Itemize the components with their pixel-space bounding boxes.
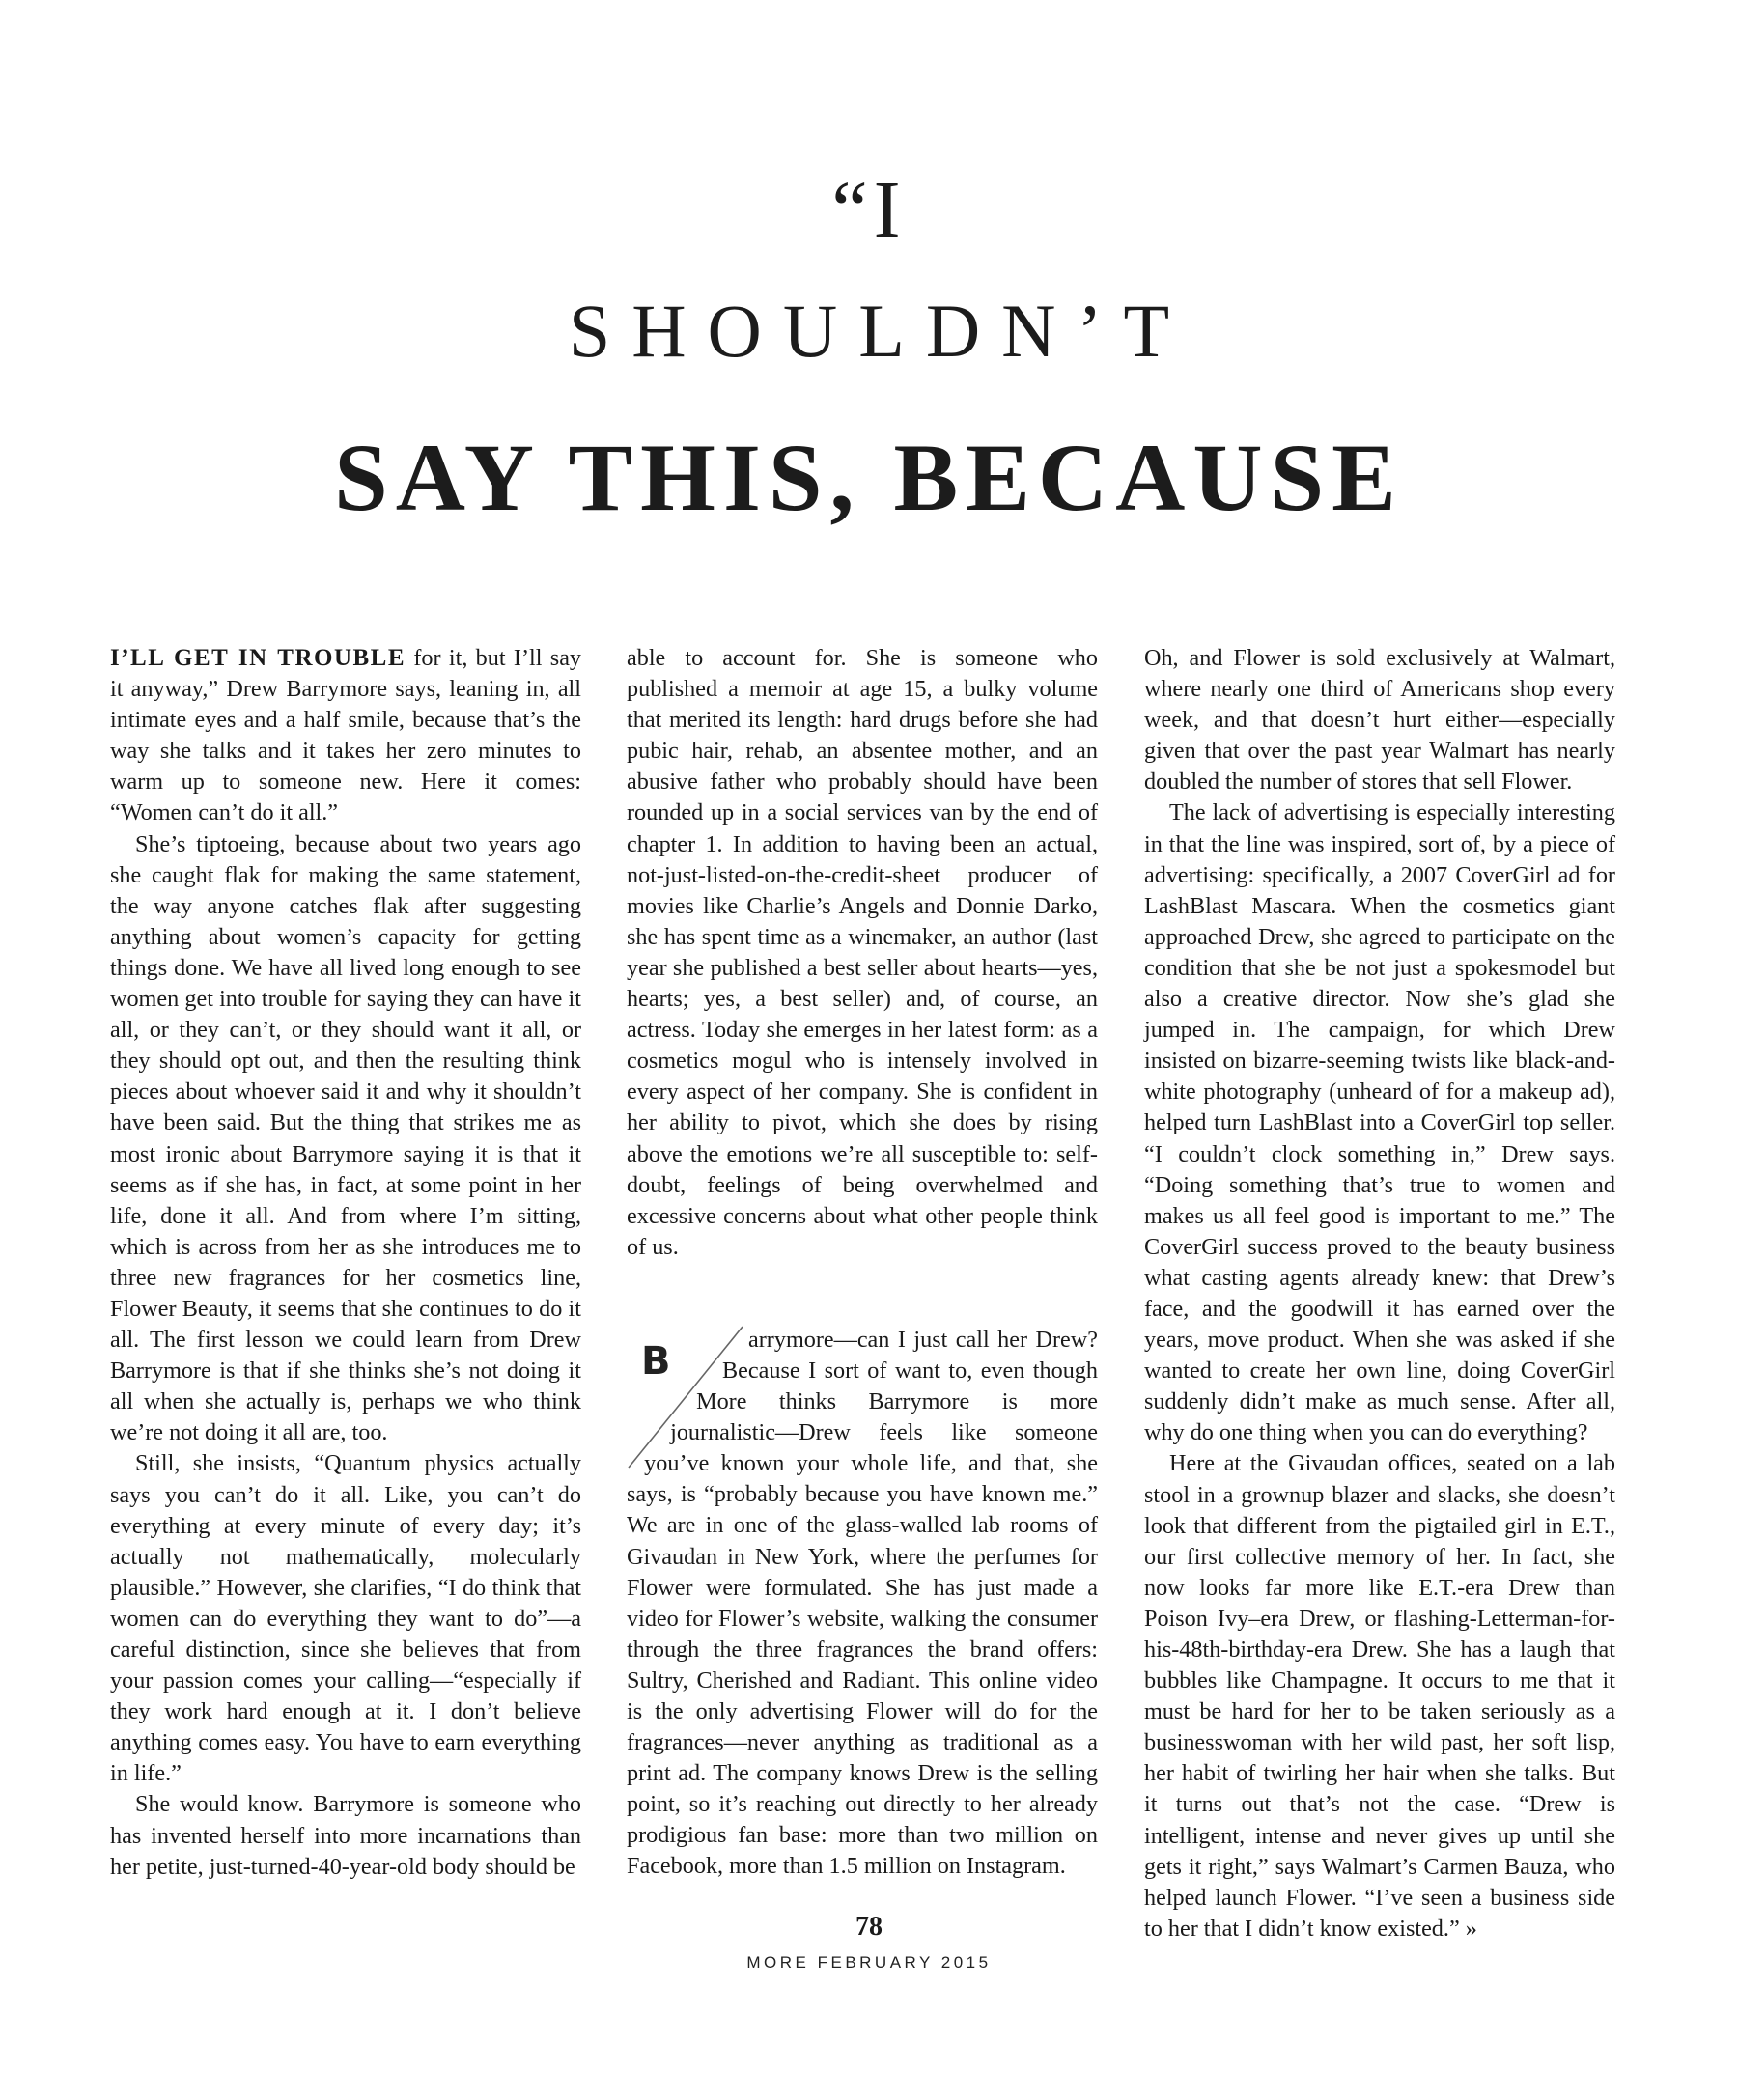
paragraph-7: Here at the Givaudan offices, seated on a lab stool in a grownup blazer and slacks, she doesn’t look that different from the pigtailed girl in E.T., our first collective memory of her. In fact, she now looks far more like E.T.-era Drew than Poison Ivy–era Drew, or flashing-Letterman-for-his-48th-birthday-era Drew. She has a laugh that bubbles like Champagne. It occurs to me that it must be hard for her to be taken seriously as a businesswoman with her wild past, her soft lisp, her habit of twirling her hair when she talks. But it turns out that’s not the case. “Drew is intelligent, intense and never gives up until she gets it right,” says Walmart’s Carmen Bauza, who helped launch Flower. “I’ve seen a business side to her that I didn’t know existed.” » xyxy=(1144,1450,1615,1942)
article-column-2 xyxy=(627,643,1098,1883)
article-column-3 xyxy=(1144,643,1615,1945)
section-break xyxy=(627,1263,1098,1325)
paragraph-lead xyxy=(110,643,581,829)
magazine-issue-line: MORE FEBRUARY 2015 xyxy=(746,1953,992,1972)
paragraph-2: She’s tiptoeing, because about two years ago she caught flak for making the same statement, the way anyone catches flak after suggesting anything about women’s capacity for getting things done. We have all lived long enough to see women get into trouble for saying they can have it all, or they can’t, or they should want it all, or they should opt out, and then the resulting think pieces about whoever said it and why it shouldn’t have been said. But the thing that strikes me as most ironic about Barrymore saying it is that it seems as if she has, in fact, at some point in her life, done it all. And from where I’m sitting, which is across from her as she introduces me to three new fragrances for her cosmetics line, Flower Beauty, it seems that she continues to do it all. The first lesson we could learn from Drew Barrymore is that if she thinks she’s not doing it all when she actually is, perhaps we who think we’re not doing it all are, too. xyxy=(110,830,581,1446)
drop-cap xyxy=(627,1325,746,1470)
headline-line-3: SAY THIS, BECAUSE xyxy=(334,424,1404,531)
drop-cap-paragraph xyxy=(627,1325,1098,1883)
paragraph-3: Still, she insists, “Quantum physics actually says you can’t do it all. Like, you can’t do everything at every minute of every day; it’s actually not mathematically, molecularly plausible.” However, she clarifies, “I do think that women can do everything they want to do”—a careful distinction, since she believes that from your passion comes your calling—“especially if they work hard enough at it. I don’t believe anything comes easy. You have to earn everything in life.” xyxy=(110,1450,581,1787)
headline-line-1: “I xyxy=(831,165,907,255)
paragraph-5: arrymore—can I just call her Drew? Because I sort of want to, even though More thinks Barrymore is more journalistic—Drew feels like someone you’ve known your whole life, and that, she says, is “probably because you have known me.” We are in one of the glass-walled lab rooms of Givaudan in New York, where the perfumes for Flower were formulated. She has just made a video for Flower’s website, walking the consumer through the three fragrances the brand offers: Sultry, Cherished and Radiant. This online video is the only advertising Flower will do for the fragrances—never anything as traditional as a print ad. The company knows Drew is the selling point, so it’s reaching out directly to her already prodigious fan base: more than two million on Facebook, more than 1.5 million on Instagram. xyxy=(627,1326,1098,1880)
paragraph-1-text: for it, but I’ll say it anyway,” Drew Barrymore says, leaning in, all intimate eyes and a half smile, because that’s the way she talks and it takes her zero minutes to warm up to someone new. Here it comes: “Women can’t do it all.” xyxy=(110,645,582,826)
article-column-1 xyxy=(110,643,581,1883)
headline-line-2: SHOULDN’T xyxy=(568,289,1191,373)
page-number: 78 xyxy=(855,1912,883,1942)
paragraph-6: The lack of advertising is especially interesting in that the line was inspired, sort of, by a piece of advertising: specifically, a 2007 CoverGirl ad for LashBlast Mascara. When the cosmetics giant approached Drew, she agreed to participate on the condition that she be not just a spokesmodel but also a creative director. Now she’s glad she jumped in. The campaign, for which Drew insisted on bizarre-seeming twists like black-and-white photography (unheard of for a makeup ad), helped turn LashBlast into a CoverGirl top seller. “I couldn’t clock something in,” Drew says. “Doing something that’s true to women and makes us all feel good is important to me.” The CoverGirl success proved to the beauty business what casting agents already knew: that Drew’s face, and the goodwill it has earned over the years, move product. When she was asked if she wanted to create her own line, doing CoverGirl suddenly didn’t make as much sense. After all, why do one thing when you can do everything? xyxy=(1144,799,1615,1446)
drop-cap-letter: B xyxy=(641,1338,671,1384)
paragraph-4-continued: able to account for. She is someone who published a memoir at age 15, a bulky volume that merited its length: hard drugs before she had pubic hair, rehab, an absentee mother, and an abusive father who probably should have been rounded up in a social services van by the end of chapter 1. In addition to having been an actual, not-just-listed-on-the-credit-sheet producer of movies like Charlie’s Angels and Donnie Darko, she has spent time as a winemaker, an author (last year she published a best seller about hearts—yes, hearts; yes, a best seller) and, of course, an actress. Today she emerges in her latest form: as a cosmetics mogul who is intensely involved in every aspect of her company. She is confident in her ability to pivot, which she does by rising above the emotions we’re all susceptible to: self-doubt, feelings of being overwhelmed and excessive concerns about what other people think of us. xyxy=(627,645,1098,1260)
paragraph-4: She would know. Barrymore is someone who has invented herself into more incarnations than her petite, just-turned-40-year-old body should be xyxy=(110,1791,581,1880)
paragraph-5-continued: Oh, and Flower is sold exclusively at Walmart, where nearly one third of Americans shop every week, and that doesn’t hurt either—especially given that over the past year Walmart has nearly doubled the number of stores that sell Flower. xyxy=(1144,645,1615,796)
lead-in: I’LL GET IN TROUBLE xyxy=(110,645,406,671)
